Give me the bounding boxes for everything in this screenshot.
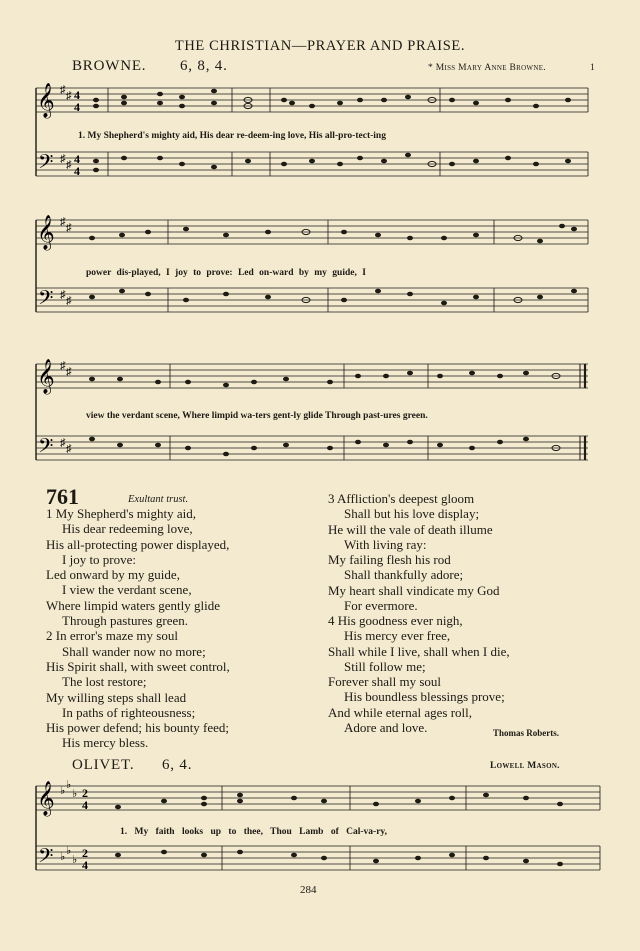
treble-clef: 𝄞 xyxy=(37,359,55,394)
verse-line: The lost restore; xyxy=(62,674,147,690)
key-sharp: ♯ xyxy=(60,216,66,228)
verse-line: His Spirit shall, with sweet control, xyxy=(46,658,230,674)
time-signature-bottom: 4 xyxy=(74,100,80,114)
verse-line: His dear redeeming love, xyxy=(62,521,193,537)
key-sharp: ♯ xyxy=(60,84,66,96)
verse-line: Shall but his love display; xyxy=(344,506,480,522)
footnote-marker: 1 xyxy=(590,63,596,73)
bass-clef: 𝄢 xyxy=(38,434,54,462)
verse-line: Through pastures green. xyxy=(62,613,188,629)
verse-column-right-top xyxy=(328,491,500,613)
key-sharp: ♯ xyxy=(66,443,72,455)
key-sharp: ♯ xyxy=(66,295,72,307)
verse-line: Adore and love. xyxy=(344,720,428,736)
verse-line: 4 His goodness ever nigh, xyxy=(328,613,463,628)
time-signature-top: 4 xyxy=(74,152,80,166)
verse-line: I joy to prove: xyxy=(62,551,137,567)
verse-column-right-bottom xyxy=(328,613,510,735)
time-signature-top: 2 xyxy=(82,786,88,800)
treble-clef: 𝄞 xyxy=(37,83,55,118)
key-sharp: ♯ xyxy=(66,90,72,102)
bass-clef: 𝄢 xyxy=(38,844,54,872)
key-sharp: ♯ xyxy=(60,360,66,372)
verse-line: My willing steps shall lead xyxy=(46,689,187,705)
time-signature-bottom: 4 xyxy=(74,164,80,178)
verse-line: And while eternal ages roll, xyxy=(328,704,473,720)
tune-meter: 6, 4. xyxy=(162,757,193,773)
verse-line: His mercy bless. xyxy=(62,735,149,751)
tune-name: BROWNE. xyxy=(72,58,147,74)
verse-line: My heart shall vindicate my God xyxy=(328,582,500,598)
tune-name: OLIVET. xyxy=(72,757,135,773)
composer-credit: Lowell Mason. xyxy=(490,761,560,771)
verse-line: Forever shall my soul xyxy=(328,674,442,690)
lyric-line-1: 1. My Shepherd's mighty aid, His dear re-deem-ing love, His all-pro-tect-ing xyxy=(78,131,386,141)
hymn-subtitle: Exultant trust. xyxy=(128,494,189,505)
hymn-number: 761 xyxy=(46,484,79,509)
composer-credit: * Miss Mary Anne Browne. xyxy=(428,63,546,73)
time-signature-top: 4 xyxy=(74,88,80,102)
verse-line: Shall while I live, shall when I die, xyxy=(328,643,510,659)
key-flat: ♭ xyxy=(72,854,78,866)
verse-line: His all-protecting power displayed, xyxy=(46,536,230,552)
verse-line: Shall wander now no more; xyxy=(62,643,206,659)
verse-line: With living ray: xyxy=(344,536,427,552)
tune-meter: 6, 8, 4. xyxy=(180,58,228,74)
key-flat: ♭ xyxy=(60,851,66,863)
treble-clef: 𝄞 xyxy=(37,781,55,816)
verse-line: Shall thankfully adore; xyxy=(344,567,464,583)
key-sharp: ♯ xyxy=(60,437,66,449)
verse-column-left xyxy=(46,506,230,751)
verse-line: His boundless blessings prove; xyxy=(344,689,505,705)
verse-line: For evermore. xyxy=(344,598,418,614)
verse-line: His mercy ever free, xyxy=(344,628,451,644)
bass-clef: 𝄢 xyxy=(38,286,54,314)
treble-clef: 𝄞 xyxy=(37,215,55,250)
page-title: THE CHRISTIAN—PRAYER AND PRAISE. xyxy=(174,38,466,54)
lyric-line-olivet: 1. My faith looks up to thee, Thou Lamb of Cal-va-ry, xyxy=(120,827,388,837)
verse-line: 1 My Shepherd's mighty aid, xyxy=(46,506,197,521)
bass-clef: 𝄢 xyxy=(38,150,54,178)
verse-line: In paths of righteousness; xyxy=(62,704,196,720)
key-sharp: ♯ xyxy=(66,366,72,378)
key-flat: ♭ xyxy=(66,845,72,857)
verse-line: 2 In error's maze my soul xyxy=(46,628,178,644)
lyric-line-2: power dis-played, I joy to prove: Led on-ward by my guide, I xyxy=(86,268,366,278)
verse-line: Still follow me; xyxy=(344,658,426,674)
key-sharp: ♯ xyxy=(66,159,72,171)
key-flat: ♭ xyxy=(60,785,66,797)
verse-line: 3 Affliction's deepest gloom xyxy=(328,491,475,506)
verse-line: Led onward by my guide, xyxy=(46,567,180,583)
hymn-author: Thomas Roberts. xyxy=(493,728,560,738)
key-flat: ♭ xyxy=(66,780,72,791)
verse-line: I view the verdant scene, xyxy=(62,582,192,598)
verse-line: His power defend; his bounty feed; xyxy=(46,720,230,736)
key-sharp: ♯ xyxy=(66,222,72,234)
key-flat: ♭ xyxy=(72,788,78,800)
verse-line: My failing flesh his rod xyxy=(328,552,451,568)
key-sharp: ♯ xyxy=(60,289,66,301)
verse-line: Where limpid waters gently glide xyxy=(46,597,221,613)
page-number: 284 xyxy=(300,884,317,896)
key-sharp: ♯ xyxy=(60,153,66,165)
time-signature-top: 2 xyxy=(82,846,88,860)
lyric-line-3: view the verdant scene, Where limpid wa-ters gent-ly glide Through past-ures green. xyxy=(86,411,428,421)
time-signature-bottom: 4 xyxy=(82,858,88,872)
verse-line: He will the vale of death illume xyxy=(328,521,493,537)
time-signature-bottom: 4 xyxy=(82,798,88,812)
